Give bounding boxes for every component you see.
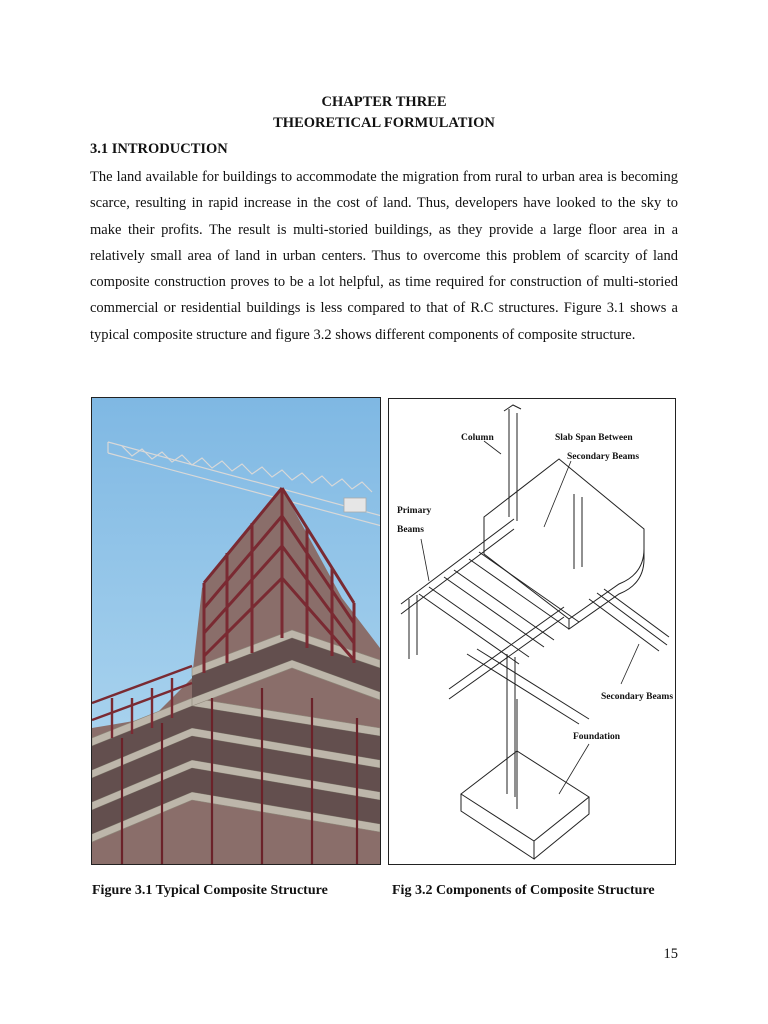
construction-photo-illustration	[92, 398, 380, 864]
label-primary-line2: Beams	[397, 525, 424, 535]
figure-3-1-caption: Figure 3.1 Typical Composite Structure	[92, 883, 328, 898]
label-secondary-beams: Secondary Beams	[601, 692, 674, 702]
section-heading: 3.1 INTRODUCTION	[90, 141, 228, 157]
label-foundation: Foundation	[573, 732, 620, 742]
intro-paragraph: The land available for buildings to accommodate the migration from rural to urban area is becoming scarce, resulting in rapid increase in the cost of land. Thus, developers have looked to the sky to make their profits. The result is multi-storied buildings, as they provide a large floor area in a relatively small area of land in urban centers. Thus to overcome this problem of scarcity of land composite construction proves to be a lot helpful, as time required for construction of multi-storied commercial or residential buildings is less compared to that of R.C structures. Figure 3.1 shows a typical composite structure and figure 3.2 shows different components of composite structure.	[90, 169, 678, 343]
chapter-number: CHAPTER THREE	[321, 94, 447, 110]
page-number: 15	[663, 946, 678, 962]
figure-3-2-caption: Fig 3.2 Components of Composite Structure	[392, 883, 655, 898]
figure-3-2-diagram	[388, 398, 676, 865]
label-slab-line1: Slab Span Between	[555, 433, 633, 443]
label-primary-line1: Primary	[397, 506, 432, 516]
figure-3-1-photo	[91, 397, 381, 865]
label-slab-line2: Secondary Beams	[567, 452, 640, 462]
chapter-heading	[0, 92, 768, 134]
chapter-title: THEORETICAL FORMULATION	[273, 115, 495, 131]
composite-components-diagram	[389, 399, 675, 864]
label-column: Column	[461, 433, 494, 443]
